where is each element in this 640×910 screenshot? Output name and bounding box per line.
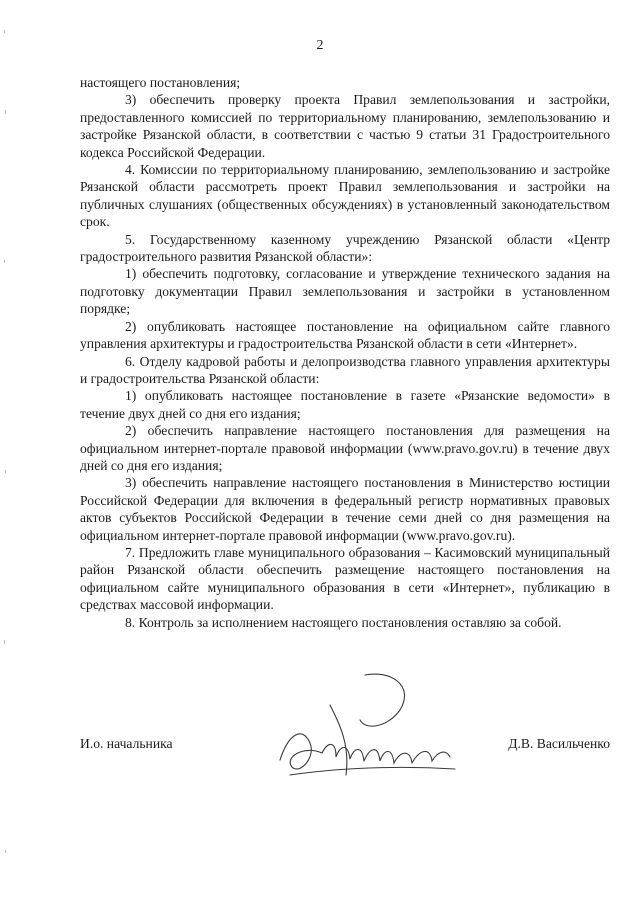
page-number: 2 xyxy=(316,38,324,53)
document-body xyxy=(80,74,610,631)
signatory-name: Д.В. Васильченко xyxy=(508,736,610,751)
paragraph-item-5-1: 1) обеспечить подготовку, согласование и утверждение технического задания на подготовку документации Правил землепользования и застройки в установленном порядке; xyxy=(80,266,610,317)
paragraph-item-5-2: 2) опубликовать настоящее постановление на официальном сайте главного управления архитектуры и градостроительства Рязанской области в сети «Интернет». xyxy=(80,318,610,352)
handwritten-signature xyxy=(270,665,470,800)
paragraph-item-6-1: 1) опубликовать настоящее постановление в газете «Рязанские ведомости» в течение двух дней со дня его издания; xyxy=(80,388,610,421)
paragraph-item-6: 6. Отделу кадровой работы и делопроизводства главного управления архитектуры и градостроительства Рязанской области: xyxy=(80,353,610,386)
paragraph-item-7: 7. Предложить главе муниципального образования – Касимовский муниципальный район Рязанской области обеспечить размещение настоящего постановления на официальном сайте муниципального образования в сети «Интернет», публикацию в средствах массовой информации. xyxy=(80,544,610,613)
paragraph-item-3: 3) обеспечить проверку проекта Правил землепользования и застройки, предоставленного комиссией по территориальному планированию, землепользованию и застройке Рязанской области, в соответствии с частью 9 статьи 31 Градостроительного кодекса Российской Федерации. xyxy=(80,92,610,160)
paragraph-item-6-3: 3) обеспечить направление настоящего постановления в Министерство юстиции Российской Федерации для включения в федеральный регистр нормативных правовых актов субъектов Российской Федерации в течение семи дней со дня размещения на официальном интернет-портале правовой информации (www.pravo.gov.ru). xyxy=(80,475,610,543)
scan-margin-marks xyxy=(2,0,8,905)
paragraph-item-4: 4. Комиссии по территориальному планированию, землепользованию и застройке Рязанской области рассмотреть проект Правил землепользования и застройки на публичных слушаниях (общественных обсуждениях) в установленный законодательством срок. xyxy=(80,162,610,230)
paragraph-continuation: настоящего постановления; xyxy=(80,75,241,90)
paragraph-item-5: 5. Государственному казенному учреждению Рязанской области «Центр градостроительного развития Рязанской области»: xyxy=(80,231,610,265)
paragraph-item-6-2: 2) обеспечить направление настоящего постановления для размещения на официальном интернет-портале правовой информации (www.pravo.gov.ru) в течение двух дней со дня его издания; xyxy=(80,423,610,473)
paragraph-item-8: 8. Контроль за исполнением настоящего постановления оставляю за собой. xyxy=(125,614,562,630)
signatory-position: И.о. начальника xyxy=(80,736,173,751)
